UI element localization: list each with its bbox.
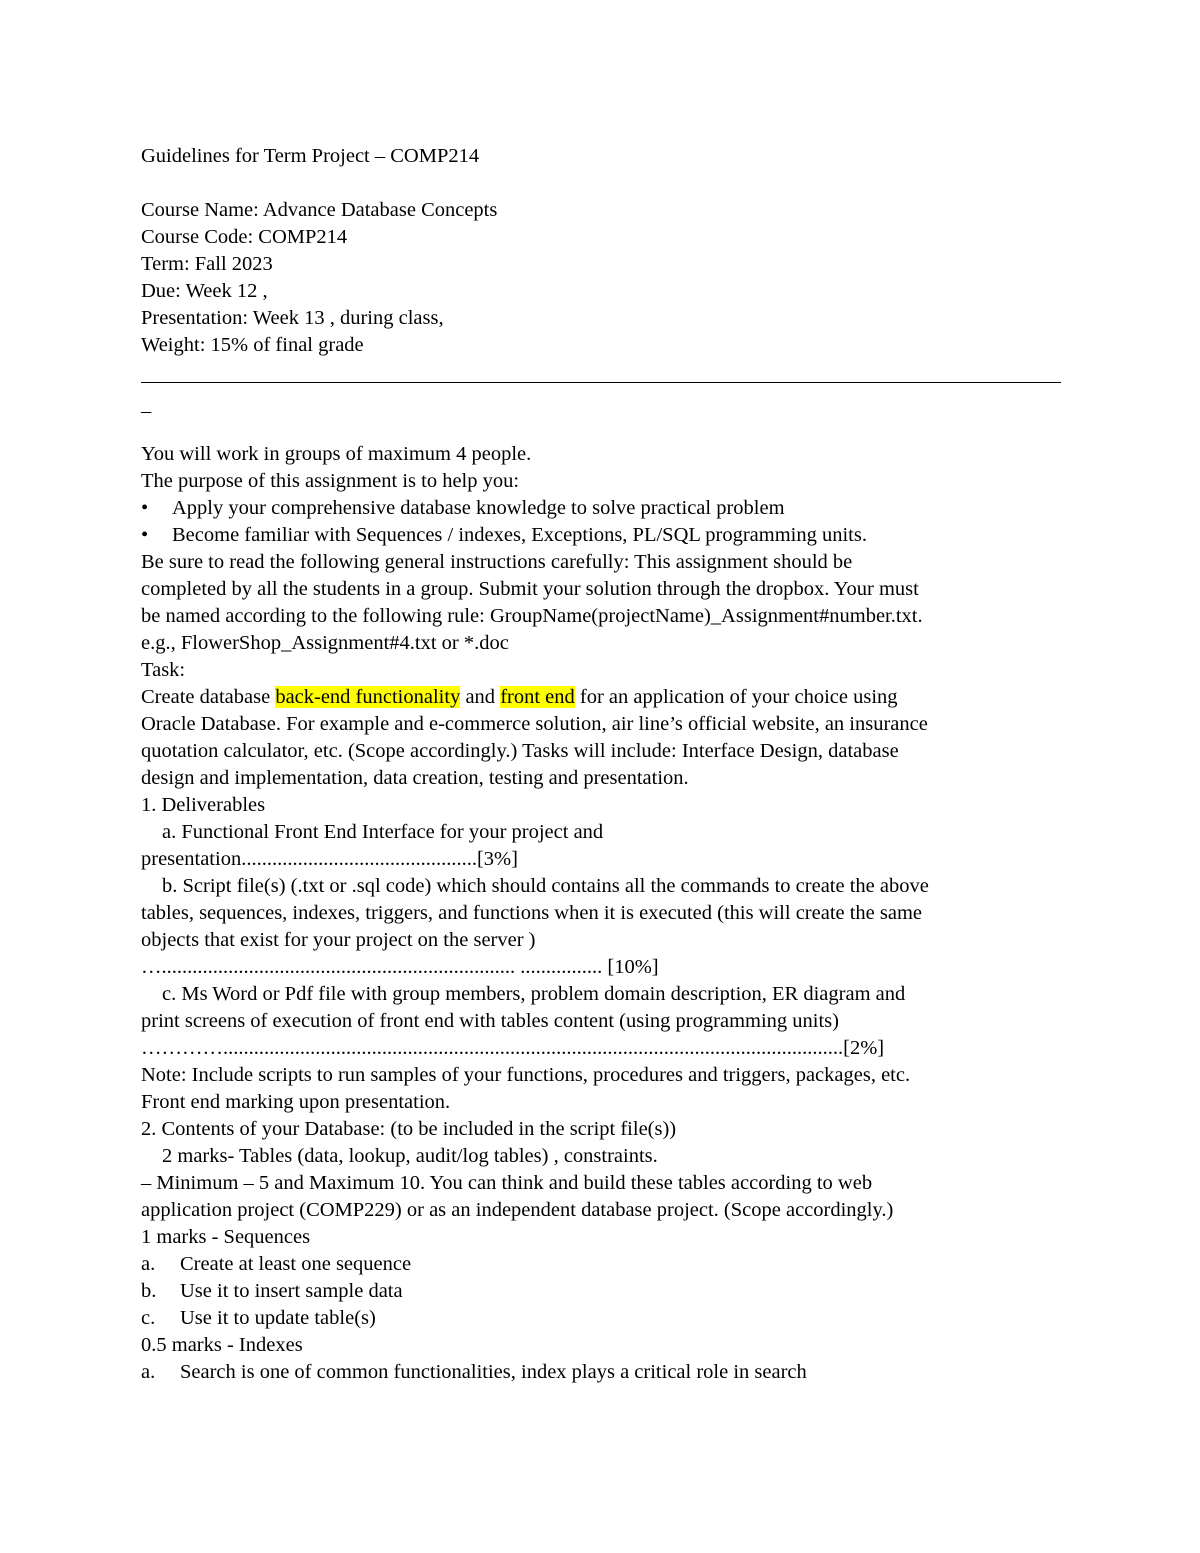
purpose-text: The purpose of this assignment is to help you: [141, 470, 520, 492]
deliverables-heading: 1. Deliverables [141, 794, 266, 816]
rule-dash: – [141, 400, 152, 422]
task-text: and [460, 686, 501, 708]
task-line: Oracle Database. For example and e-commerce solution, air line’s official website, an insurance [141, 713, 928, 735]
list-item [141, 1359, 807, 1386]
deliverable-b: tables, sequences, indexes, triggers, and functions when it is executed (this will create the same [141, 902, 923, 924]
tables-line: application project (COMP229) or as an independent database project. (Scope accordingly.) [141, 1199, 894, 1221]
deliverable-b: …..................................................................... ................ [10%] [141, 956, 659, 978]
list-letter: a. [141, 1253, 156, 1275]
list-text: Create at least one sequence [180, 1253, 412, 1275]
highlight-front-end: front end [500, 686, 575, 708]
note-line: Note: Include scripts to run samples of your functions, procedures and triggers, packages, etc. [141, 1064, 911, 1086]
instructions-line: be named according to the following rule: GroupName(projectName)_Assignment#number.txt. [141, 605, 923, 627]
sequences-marks: 1 marks - Sequences [141, 1226, 311, 1248]
bullet-icon: • [141, 524, 149, 546]
weight: Weight: 15% of final grade [141, 334, 364, 356]
bullet-item [141, 522, 867, 549]
list-letter: c. [141, 1307, 156, 1329]
deliverable-c: print screens of execution of front end with tables content (using programming units) [141, 1010, 839, 1032]
task-text: for an application of your choice using [574, 686, 898, 708]
bullet-text: Become familiar with Sequences / indexes, Exceptions, PL/SQL programming units. [172, 524, 867, 546]
deliverable-c: ………….........................................................................................................................[2%] [141, 1037, 885, 1059]
list-item [141, 1305, 376, 1332]
course-code: Course Code: COMP214 [141, 226, 348, 248]
deliverable-a: presentation..............................................[3%] [141, 848, 518, 870]
term: Term: Fall 2023 [141, 253, 273, 275]
list-letter: b. [141, 1280, 157, 1302]
task-line [141, 684, 898, 711]
due-date: Due: Week 12 , [141, 280, 268, 302]
list-text: Search is one of common functionalities, index plays a critical role in search [180, 1361, 807, 1383]
course-name: Course Name: Advance Database Concepts [141, 199, 498, 221]
tables-marks: 2 marks- Tables (data, lookup, audit/log tables) , constraints. [162, 1145, 658, 1167]
note-line: Front end marking upon presentation. [141, 1091, 451, 1113]
bullet-text: Apply your comprehensive database knowledge to solve practical problem [172, 497, 785, 519]
list-text: Use it to update table(s) [180, 1307, 376, 1329]
task-line: quotation calculator, etc. (Scope accordingly.) Tasks will include: Interface Design, database [141, 740, 899, 762]
deliverable-a: a. Functional Front End Interface for your project and [162, 821, 604, 843]
instructions-line: completed by all the students in a group. Submit your solution through the dropbox. Your must [141, 578, 919, 600]
deliverable-c: c. Ms Word or Pdf file with group members, problem domain description, ER diagram and [162, 983, 906, 1005]
groups-text: You will work in groups of maximum 4 people. [141, 443, 532, 465]
bullet-icon: • [141, 497, 149, 519]
task-text: Create database [141, 686, 276, 708]
presentation-date: Presentation: Week 13 , during class, [141, 307, 444, 329]
bullet-item [141, 495, 785, 522]
task-line: design and implementation, data creation, testing and presentation. [141, 767, 689, 789]
highlight-back-end: back-end functionality [275, 686, 461, 708]
task-label: Task: [141, 659, 186, 681]
list-item [141, 1278, 403, 1305]
list-text: Use it to insert sample data [180, 1280, 403, 1302]
list-item [141, 1251, 411, 1278]
instructions-line: Be sure to read the following general instructions carefully: This assignment should be [141, 551, 853, 573]
list-letter: a. [141, 1361, 156, 1383]
document-title: Guidelines for Term Project – COMP214 [141, 145, 480, 167]
deliverable-b: b. Script file(s) (.txt or .sql code) which should contains all the commands to create the above [162, 875, 929, 897]
indexes-marks: 0.5 marks - Indexes [141, 1334, 303, 1356]
horizontal-rule [141, 382, 1061, 383]
instructions-line: e.g., FlowerShop_Assignment#4.txt or *.doc [141, 632, 509, 654]
deliverable-b: objects that exist for your project on the server ) [141, 929, 536, 951]
tables-line: – Minimum – 5 and Maximum 10. You can think and build these tables according to web [141, 1172, 873, 1194]
contents-heading: 2. Contents of your Database: (to be included in the script file(s)) [141, 1118, 677, 1140]
